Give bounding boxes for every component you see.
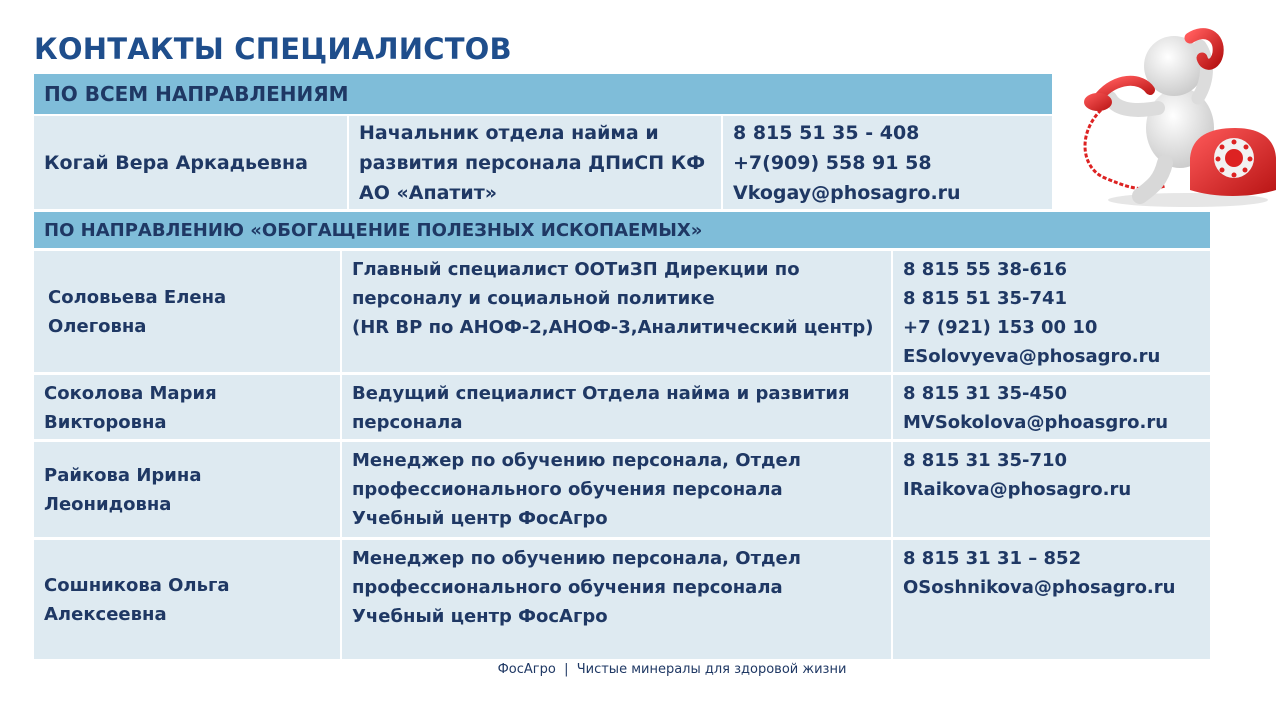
contact-name: Когай Вера Аркадьевна [44, 151, 308, 174]
contact-name: Сошникова Ольга Алексеевна [44, 574, 230, 625]
contact-details [891, 540, 1210, 659]
phone-number: +7(909) 558 91 58 [733, 151, 932, 174]
email-link[interactable]: MVSokolova@phoasgro.ru [903, 412, 1169, 433]
contact-position: Менеджер по обучению персонала, Отдел профессионального обучения персонала Учебный центр ФосАгро [340, 442, 891, 537]
email-link[interactable]: Vkogay@phosagro.ru [733, 181, 961, 204]
phone-number: +7 (921) 153 00 10 [903, 317, 1098, 338]
page-title: КОНТАКТЫ СПЕЦИАЛИСТОВ [34, 32, 512, 66]
phone-number: 8 815 55 38-616 [903, 259, 1068, 280]
contact-position: Менеджер по обучению персонала, Отдел профессионального обучения персонала Учебный центр ФосАгро [340, 540, 891, 659]
contact-details [721, 116, 1052, 209]
section-header-all: ПО ВСЕМ НАПРАВЛЕНИЯМ [34, 74, 1052, 114]
email-link[interactable]: ESolovyeva@phosagro.ru [903, 346, 1161, 367]
email-link[interactable]: IRaikova@phosagro.ru [903, 479, 1132, 500]
table-row [34, 251, 1210, 372]
phone-number: 8 815 31 35-710 [903, 450, 1068, 471]
phone-number: 8 815 51 35-741 [903, 288, 1068, 309]
table-row [34, 116, 1052, 209]
footer-text: ФосАгро | Чистые минералы для здоровой жизни [497, 662, 847, 677]
contact-name: Соловьева Елена Олеговна [48, 286, 227, 337]
contact-position: Ведущий специалист Отдела найма и развития персонала [340, 375, 891, 439]
contact-position: Начальник отдела найма и развития персонала ДПиСП КФ АО «Апатит» [347, 116, 721, 209]
contact-position: Главный специалист ООТиЗП Дирекции по персоналу и социальной политике (HR BP по АНОФ-2,АНОФ-3,Аналитический центр) [340, 251, 891, 372]
contact-name: Соколова Мария Викторовна [44, 383, 217, 433]
phone-number: 8 815 31 31 – 852 [903, 548, 1082, 569]
contact-details [891, 442, 1210, 537]
phone-number: 8 815 51 35 - 408 [733, 121, 920, 144]
phone-number: 8 815 31 35-450 [903, 383, 1068, 404]
section-header-mining: ПО НАПРАВЛЕНИЮ «ОБОГАЩЕНИЕ ПОЛЕЗНЫХ ИСКОПАЕМЫХ» [34, 212, 1210, 248]
table-row [34, 442, 1210, 537]
table-row [34, 540, 1210, 659]
table-row [34, 375, 1210, 439]
telephone-figure-icon [1070, 18, 1280, 210]
contact-details [891, 251, 1210, 372]
contact-name: Райкова Ирина Леонидовна [44, 464, 202, 515]
email-link[interactable]: OSoshnikova@phosagro.ru [903, 577, 1176, 598]
contact-details [891, 375, 1210, 439]
